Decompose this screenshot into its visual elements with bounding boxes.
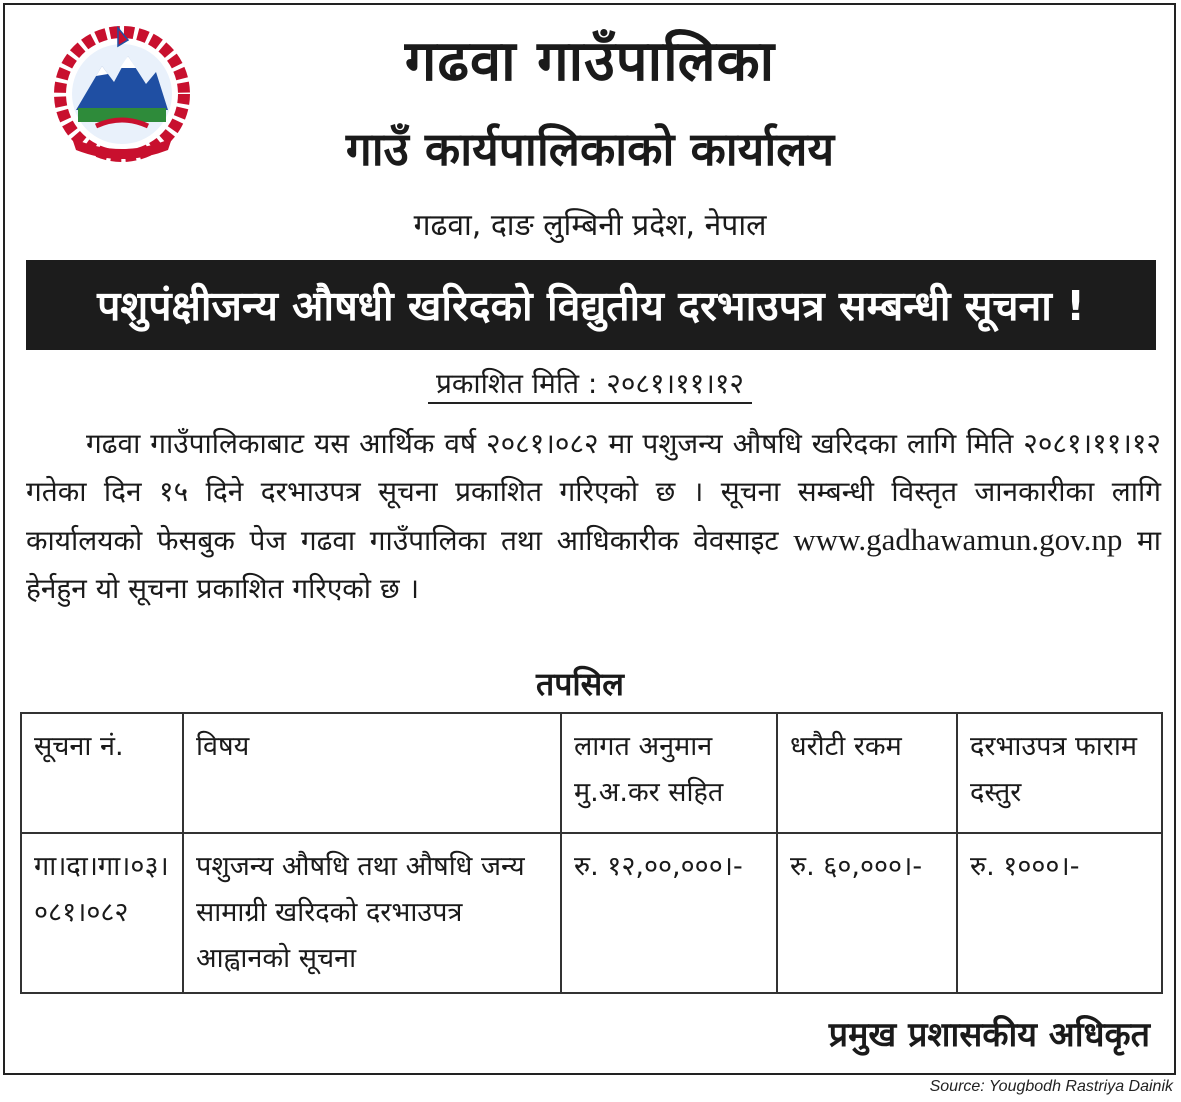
nepal-emblem-icon	[52, 22, 192, 162]
header-notice-no: सूचना नं.	[21, 713, 183, 833]
body-text-part2: मा हेर्नहुन यो सूचना प्रकाशित गरिएको छ ।	[26, 524, 1161, 605]
header-cost-estimate: लागत अनुमान मु.अ.कर सहित	[561, 713, 777, 833]
schedule-heading: तपसिल	[535, 665, 625, 703]
notice-body	[26, 420, 1161, 613]
cell-form-fee: रु. १०००।-	[957, 833, 1162, 993]
municipality-name: गढवा गाउँपालिका	[404, 29, 776, 94]
notice-title: पशुपंक्षीजन्य औषधी खरिदको विद्युतीय दरभाउपत्र सम्बन्धी सूचना !	[97, 282, 1085, 330]
published-date-line	[360, 366, 820, 402]
source-credit: Source: Yougbodh Rastriya Dainik	[929, 1078, 1173, 1095]
table-row	[21, 833, 1162, 993]
published-date: २०८१।११।१२	[606, 367, 744, 400]
office-address: गढवा, दाङ लुम्बिनी प्रदेश, नेपाल	[413, 208, 767, 243]
signatory-title: प्रमुख प्रशासकीय अधिकृत	[828, 1015, 1150, 1055]
table-header-row	[21, 713, 1162, 833]
header-form-fee: दरभाउपत्र फाराम दस्तुर	[957, 713, 1162, 833]
body-text-part1: गढवा गाउँपालिकाबाट यस आर्थिक वर्ष २०८१।०८२ मा पशुजन्य औषधि खरिदका लागि मिति २०८१।११।१२ गतेका दिन १५ दिने दरभाउपत्र सूचना प्रकाशित गरिएको छ । सूचना सम्बन्धी विस्तृत जानकारीका लागि कार्यालयको फेसबुक पेज गढवा गाउँपालिका तथा आधिकारीक वेवसाइट	[26, 427, 1161, 557]
notice-table	[20, 712, 1163, 994]
notice-title-banner	[26, 260, 1156, 350]
cell-subject: पशुजन्य औषधि तथा औषधि जन्य सामाग्री खरिदको दरभाउपत्र आह्वानको सूचना	[183, 833, 561, 993]
cell-deposit: रु. ६०,०००।-	[777, 833, 957, 993]
office-name: गाउँ कार्यपालिकाको कार्यालय	[345, 122, 835, 176]
cell-notice-no: गा।दा।गा।०३। ०८१।०८२	[21, 833, 183, 993]
header-deposit: धरौटी रकम	[777, 713, 957, 833]
website-link[interactable]: www.gadhawamun.gov.np	[793, 522, 1123, 557]
published-label: प्रकाशित मिति :	[435, 367, 598, 400]
header-subject: विषय	[183, 713, 561, 833]
cell-cost-estimate: रु. १२,००,०००।-	[561, 833, 777, 993]
